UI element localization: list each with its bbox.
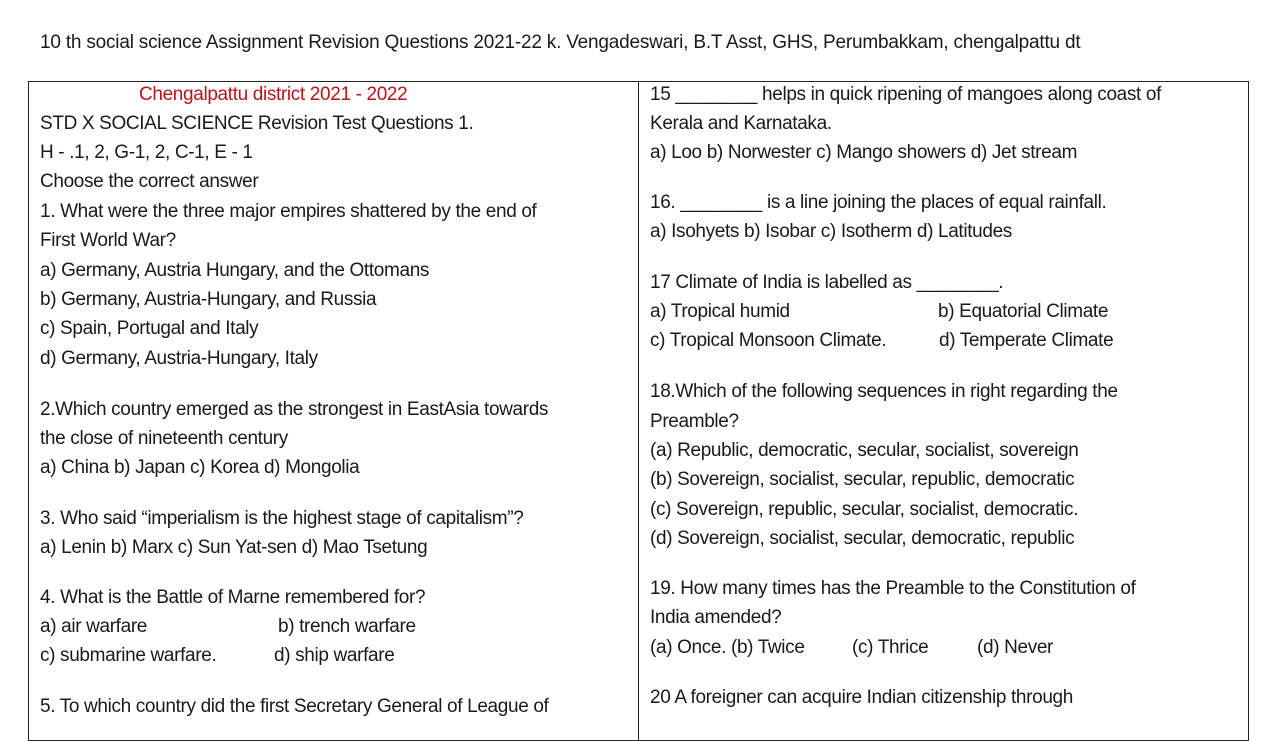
right-line-1: Kerala and Karnataka. — [650, 113, 832, 134]
right-line-16-part-1: (c) Thrice — [852, 637, 929, 658]
right-line-7-part-0: c) Tropical Monsoon Climate. — [650, 330, 887, 351]
right-line-4: a) Isohyets b) Isobar c) Isotherm d) Latitudes — [650, 221, 1012, 242]
left-line-8: c) Spain, Portugal and Italy — [40, 318, 259, 339]
right-line-3: 16. ________ is a line joining the places of equal rainfall. — [650, 192, 1107, 213]
left-line-16-part-0: a) air warfare — [40, 616, 148, 637]
right-line-7-part-1: d) Temperate Climate — [939, 330, 1114, 351]
right-line-14: 19. How many times has the Preamble to the Constitution of — [650, 578, 1136, 599]
right-line-6-part-0: a) Tropical humid — [650, 301, 790, 322]
right-line-15: India amended? — [650, 607, 782, 628]
left-line-0: Chengalpattu district 2021 - 2022 — [139, 84, 408, 105]
right-line-10: (a) Republic, democratic, secular, socialist, sovereign — [650, 440, 1079, 461]
left-line-16-part-1: b) trench warfare — [278, 616, 416, 637]
left-line-9: d) Germany, Austria-Hungary, Italy — [40, 348, 318, 369]
right-line-12: (c) Sovereign, republic, secular, socialist, democratic. — [650, 499, 1079, 520]
right-line-16-part-0: (a) Once. (b) Twice — [650, 637, 805, 658]
left-line-13: 3. Who said “imperialism is the highest stage of capitalism”? — [40, 508, 524, 529]
right-line-13: (d) Sovereign, socialist, secular, democratic, republic — [650, 528, 1075, 549]
right-line-2: a) Loo b) Norwester c) Mango showers d) Jet stream — [650, 142, 1078, 163]
right-line-16-part-2: (d) Never — [977, 637, 1054, 658]
left-line-10: 2.Which country emerged as the strongest in EastAsia towards — [40, 399, 549, 420]
page-title: 10 th social science Assignment Revision Questions 2021-22 k. Vengadeswari, B.T Asst, GHS, Perumbakkam, chengalpattu dt — [40, 32, 1081, 53]
right-line-5: 17 Climate of India is labelled as ________. — [650, 272, 1004, 293]
right-line-8: 18.Which of the following sequences in right regarding the — [650, 381, 1118, 402]
right-line-9: Preamble? — [650, 411, 739, 432]
left-line-11: the close of nineteenth century — [40, 428, 288, 449]
right-line-0: 15 ________ helps in quick ripening of mangoes along coast of — [650, 84, 1162, 105]
right-line-17: 20 A foreigner can acquire Indian citizenship through — [650, 687, 1073, 708]
left-line-17-part-0: c) submarine warfare. — [40, 645, 217, 666]
left-line-7: b) Germany, Austria-Hungary, and Russia — [40, 289, 377, 310]
left-line-1: STD X SOCIAL SCIENCE Revision Test Questions 1. — [40, 113, 474, 134]
left-line-4: 1. What were the three major empires shattered by the end of — [40, 201, 537, 222]
column-divider — [638, 81, 639, 741]
left-line-3: Choose the correct answer — [40, 171, 259, 192]
left-line-14: a) Lenin b) Marx c) Sun Yat-sen d) Mao Tsetung — [40, 537, 428, 558]
left-line-18: 5. To which country did the first Secretary General of League of — [40, 696, 549, 717]
left-line-12: a) China b) Japan c) Korea d) Mongolia — [40, 457, 360, 478]
right-line-6-part-1: b) Equatorial Climate — [938, 301, 1109, 322]
left-line-17-part-1: d) ship warfare — [274, 645, 395, 666]
left-line-6: a) Germany, Austria Hungary, and the Ottomans — [40, 260, 430, 281]
left-line-2: H - .1, 2, G-1, 2, C-1, E - 1 — [40, 142, 253, 163]
left-line-15: 4. What is the Battle of Marne remembered for? — [40, 587, 426, 608]
left-line-5: First World War? — [40, 230, 176, 251]
right-line-11: (b) Sovereign, socialist, secular, republic, democratic — [650, 469, 1075, 490]
